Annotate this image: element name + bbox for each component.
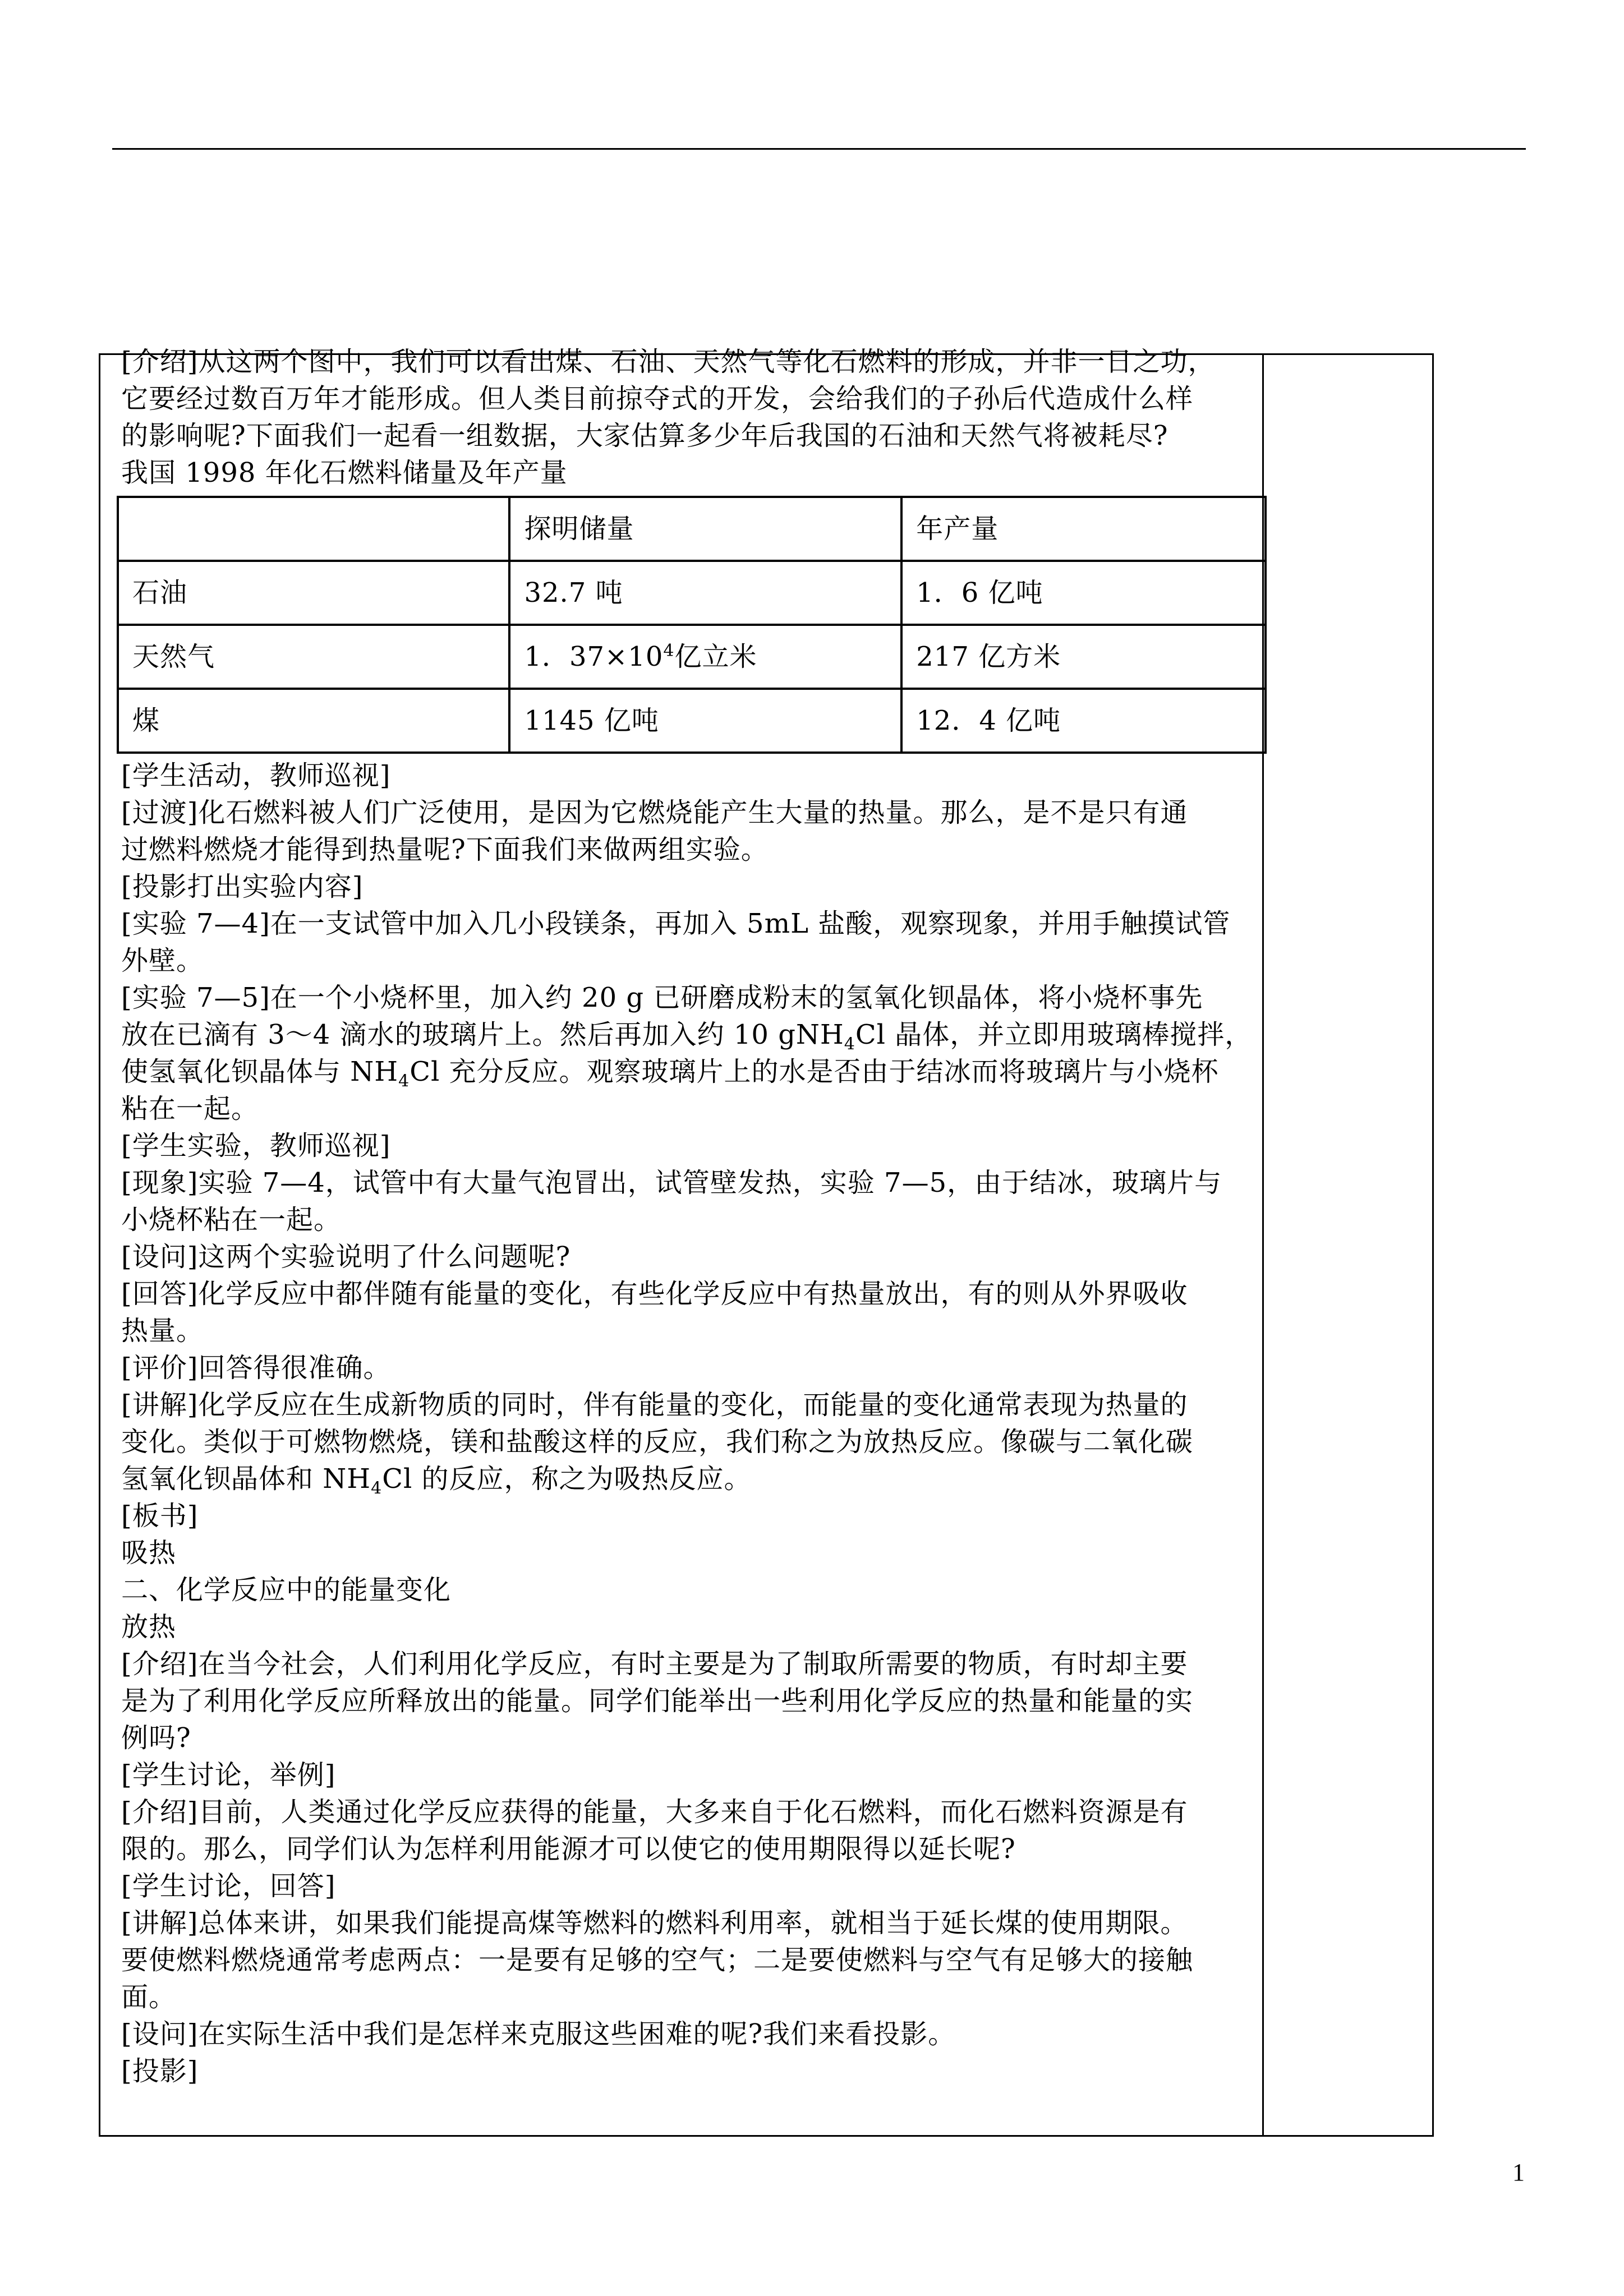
text-line: [回答]化学反应中都伴随有能量的变化，有些化学反应中有热量放出，有的则从外界吸收 — [121, 1278, 1188, 1310]
text-fragment: Cl 充分反应。观察玻璃片上的水是否由于结冰而将玻璃片与小烧杯 — [410, 1056, 1219, 1087]
text-fragment: Cl 晶体，并立即用玻璃棒搅拌， — [855, 1019, 1253, 1050]
text-line: 面。 — [121, 1981, 177, 2013]
row-reserve: 32.7 吨 — [509, 561, 901, 625]
text-line — [121, 1460, 1254, 1497]
text-line: [设问]在实际生活中我们是怎样来克服这些困难的呢?我们来看投影。 — [121, 2018, 956, 2050]
intro-line-2: 它要经过数百万年才能形成。但人类目前掠夺式的开发，会给我们的子孙后代造成什么样 — [121, 383, 1194, 414]
reserve-prefix: 1．37×10 — [524, 641, 664, 672]
text-line — [121, 1053, 1254, 1090]
text-line: [投影打出实验内容] — [121, 871, 364, 902]
text-line: [介绍]目前，人类通过化学反应获得的能量，大多来自于化石燃料，而化石燃料资源是有 — [121, 1796, 1188, 1828]
text-line: 放热 — [121, 1611, 177, 1643]
row-reserve — [509, 625, 901, 689]
text-line: 过燃料燃烧才能得到热量呢?下面我们来做两组实验。 — [121, 834, 769, 865]
text-line: [板书] — [121, 1500, 199, 1532]
lesson-content — [121, 343, 1254, 2090]
text-line: [学生讨论，举例] — [121, 1759, 336, 1791]
row-name: 煤 — [118, 689, 509, 753]
text-line: 外壁。 — [121, 945, 204, 976]
text-line: 是为了利用化学反应所释放出的能量。同学们能举出一些利用化学反应的热量和能量的实 — [121, 1685, 1194, 1717]
text-line: 粘在一起。 — [121, 1093, 259, 1124]
intro-line-3: 的影响呢?下面我们一起看一组数据，大家估算多少年后我国的石油和天然气将被耗尽? — [121, 420, 1168, 451]
table-header-production: 年产量 — [901, 497, 1266, 561]
table-header-reserve: 探明储量 — [509, 497, 901, 561]
text-line: 热量。 — [121, 1315, 204, 1347]
page-number: 1 — [1512, 2159, 1525, 2186]
text-line: 例吗? — [121, 1722, 191, 1754]
row-name: 石油 — [118, 561, 509, 625]
text-line: [学生活动，教师巡视] — [121, 760, 391, 791]
row-name: 天然气 — [118, 625, 509, 689]
text-line: 要使燃料燃烧通常考虑两点：一是要有足够的空气；二是要使燃料与空气有足够大的接触 — [121, 1944, 1194, 1976]
text-line: [介绍]在当今社会，人们利用化学反应，有时主要是为了制取所需要的物质，有时却主要 — [121, 1648, 1188, 1680]
subscript: 4 — [844, 1034, 855, 1054]
text-fragment: Cl 的反应，称之为吸热反应。 — [382, 1463, 752, 1495]
text-line: [过渡]化石燃料被人们广泛使用，是因为它燃烧能产生大量的热量。那么，是不是只有通 — [121, 797, 1188, 828]
text-line: [讲解]化学反应在生成新物质的同时，伴有能量的变化，而能量的变化通常表现为热量的 — [121, 1389, 1188, 1421]
text-line: [讲解]总体来讲，如果我们能提高煤等燃料的燃料利用率，就相当于延长煤的使用期限。 — [121, 1907, 1188, 1939]
text-line: [实验 7—5]在一个小烧杯里，加入约 20 g 已研磨成粉末的氢氧化钡晶体，将小烧杯事先 — [121, 982, 1203, 1013]
fossil-fuel-table — [117, 496, 1267, 754]
text-line: [学生讨论，回答] — [121, 1870, 336, 1902]
text-line — [121, 1016, 1254, 1053]
table-header-row — [118, 497, 1266, 561]
text-line: [评价]回答得很准确。 — [121, 1352, 391, 1384]
text-fragment: 氢氧化钡晶体和 NH — [121, 1463, 371, 1495]
table-row — [118, 625, 1266, 689]
table-row — [118, 561, 1266, 625]
table-caption: 我国 1998 年化石燃料储量及年产量 — [121, 457, 568, 488]
reserve-suffix: 亿立米 — [674, 641, 757, 672]
text-line: [学生实验，教师巡视] — [121, 1130, 391, 1161]
text-line: [实验 7—4]在一支试管中加入几小段镁条，再加入 5mL 盐酸，观察现象，并用手触摸试管 — [121, 908, 1231, 939]
text-line: [投影] — [121, 2055, 199, 2087]
header-rule — [112, 148, 1526, 150]
text-line: 限的。那么，同学们认为怎样利用能源才可以使它的使用期限得以延长呢? — [121, 1833, 1016, 1865]
subscript: 4 — [398, 1071, 410, 1091]
row-production: 1．6 亿吨 — [901, 561, 1266, 625]
reserve-exponent: 4 — [663, 641, 675, 661]
intro-line-1: [介绍]从这两个图中，我们可以看出煤、石油、天然气等化石燃料的形成，并非一日之功， — [121, 346, 1216, 377]
text-fragment: 放在已滴有 3～4 滴水的玻璃片上。然后再加入约 10 gNH — [121, 1019, 844, 1050]
text-line: 吸热 — [121, 1537, 177, 1569]
text-line: [设问]这两个实验说明了什么问题呢? — [121, 1241, 571, 1273]
row-production: 217 亿方米 — [901, 625, 1266, 689]
text-line: 二、化学反应中的能量变化 — [121, 1574, 452, 1606]
text-line: 小烧杯粘在一起。 — [121, 1204, 342, 1235]
text-line: 变化。类似于可燃物燃烧，镁和盐酸这样的反应，我们称之为放热反应。像碳与二氧化碳 — [121, 1426, 1194, 1458]
row-reserve: 1145 亿吨 — [509, 689, 901, 753]
table-row — [118, 689, 1266, 753]
subscript: 4 — [371, 1478, 383, 1499]
table-header-empty — [118, 497, 509, 561]
row-production: 12．4 亿吨 — [901, 689, 1266, 753]
text-fragment: 使氢氧化钡晶体与 NH — [121, 1056, 399, 1087]
text-line: [现象]实验 7—4，试管中有大量气泡冒出，试管壁发热，实验 7—5，由于结冰，玻璃片与 — [121, 1167, 1222, 1198]
